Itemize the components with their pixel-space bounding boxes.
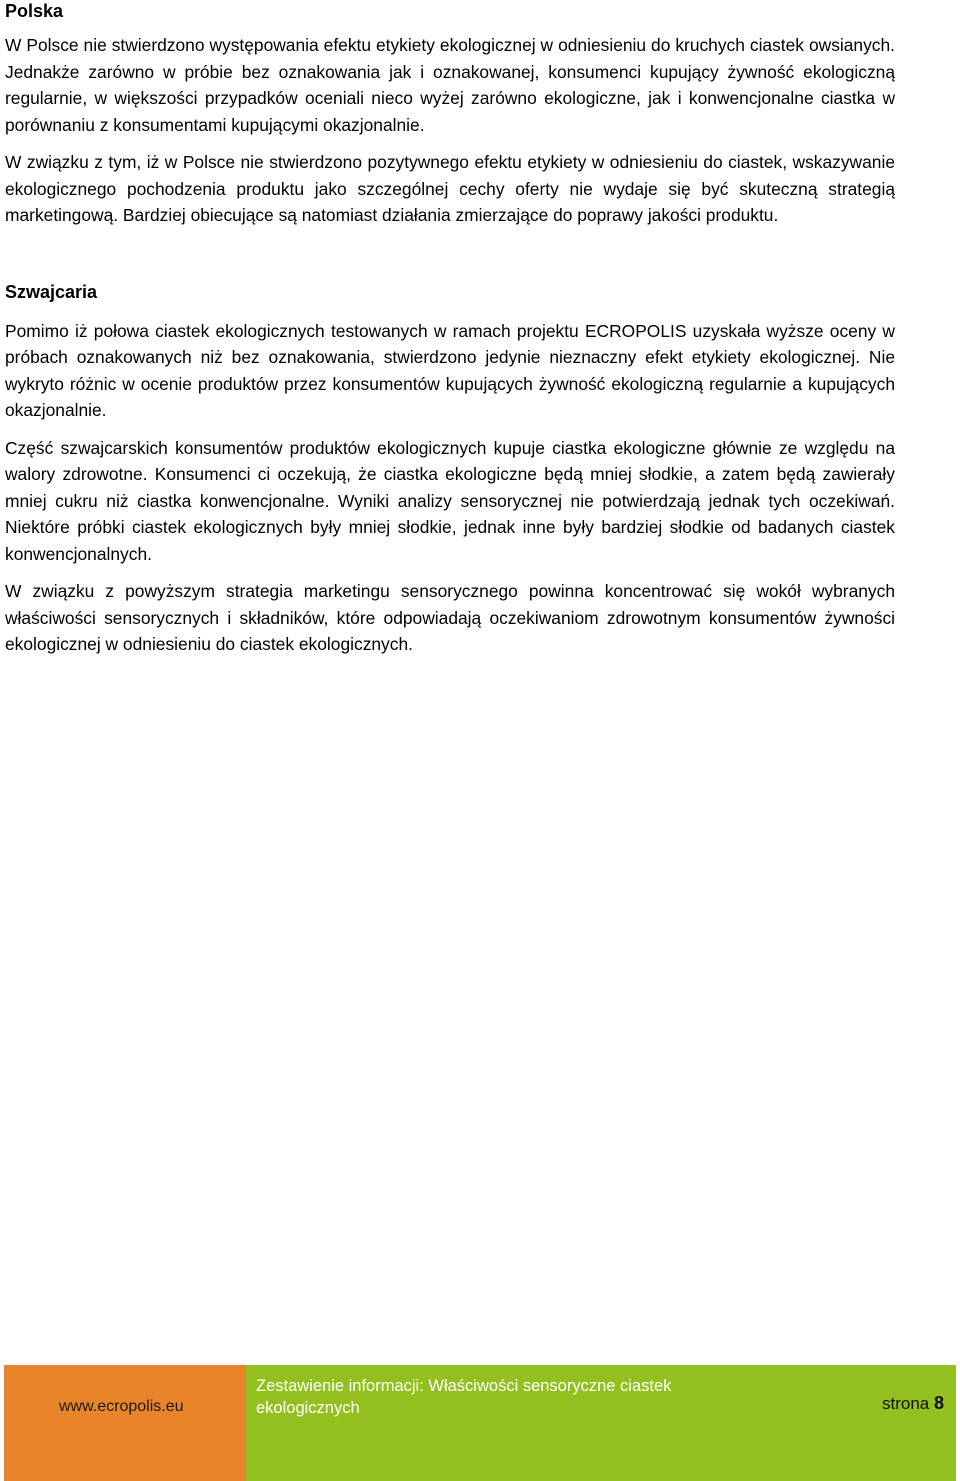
paragraph-szwajcaria-3: W związku z powyższym strategia marketingu sensorycznego powinna koncentrować się wokół wybranych właściwości sensorycznych i składników, które odpowiadają oczekiwaniom zdrowotnym konsumentów żywności ekologicznej w odniesieniu do ciastek ekologicznych. — [5, 581, 895, 654]
paragraph-szwajcaria-1: Pomimo iż połowa ciastek ekologicznych testowanych w ramach projektu ECROPOLIS uzyskała wyższe oceny w próbach oznakowanych niż bez oznakowania, stwierdzono jedynie nieznaczny efekt etykiety ekologicznej. Nie wykryto różnic w ocenie produktów przez konsumentów kupujących żywność ekologiczną regularnie a kupujących okazjonalnie. — [5, 320, 895, 420]
footer-page-number: 8 — [933, 1393, 944, 1413]
paragraph-szwajcaria-2: Część szwajcarskich konsumentów produktów ekologicznych kupuje ciastka ekologiczne głównie ze względu na walory zdrowotne. Konsumenci ci oczekują, że ciastka ekologiczne będą mniej słodkie, a zatem będą zawierały mniej cukru niż ciastka konwencjonalne. Wyniki analizy sensorycznej nie potwierdzają jednak tych oczekiwań. Niektóre próbki ciastek ekologicznych były mniej słodkie, jednak inne były bardziej słodkie od badanych ciastek konwencjonalnych. — [5, 437, 895, 564]
footer-document-title: Zestawienie informacji: Właściwości sensoryczne ciastek ekologicznych — [256, 1377, 672, 1417]
footer-page-label: strona — [882, 1394, 930, 1413]
footer-orange-band — [4, 1365, 246, 1481]
paragraph-polska-2: W związku z tym, iż w Polsce nie stwierdzono pozytywnego efektu etykiety w odniesieniu do ciastek, wskazywanie ekologicznego pochodzenia produktu jako szczególnej cechy oferty nie wydaje się być skuteczną strategią marketingową. Bardziej obiecujące są natomiast działania zmierzające do poprawy jakości produktu. — [5, 152, 895, 225]
section-heading-szwajcaria: Szwajcaria — [5, 281, 98, 302]
paragraph-polska-1: W Polsce nie stwierdzono występowania efektu etykiety ekologicznej w odniesieniu do kruchych ciastek owsianych. Jednakże zarówno w próbie bez oznakowania jak i oznakowanej, konsumenci kupujący żywność ekologiczną regularnie, w większości przypadków oceniali nieco wyżej zarówno ekologiczne, jak i konwencjonalne ciastka w porównaniu z konsumentami kupującymi okazjonalnie. — [5, 35, 895, 135]
footer-page-indicator — [882, 1393, 944, 1414]
document-body — [5, 0, 895, 658]
section-heading-polska: Polska — [5, 1, 64, 21]
footer-website-link[interactable]: www.ecropolis.eu — [59, 1398, 184, 1415]
page-footer — [4, 1365, 956, 1481]
footer-green-band — [246, 1365, 956, 1481]
